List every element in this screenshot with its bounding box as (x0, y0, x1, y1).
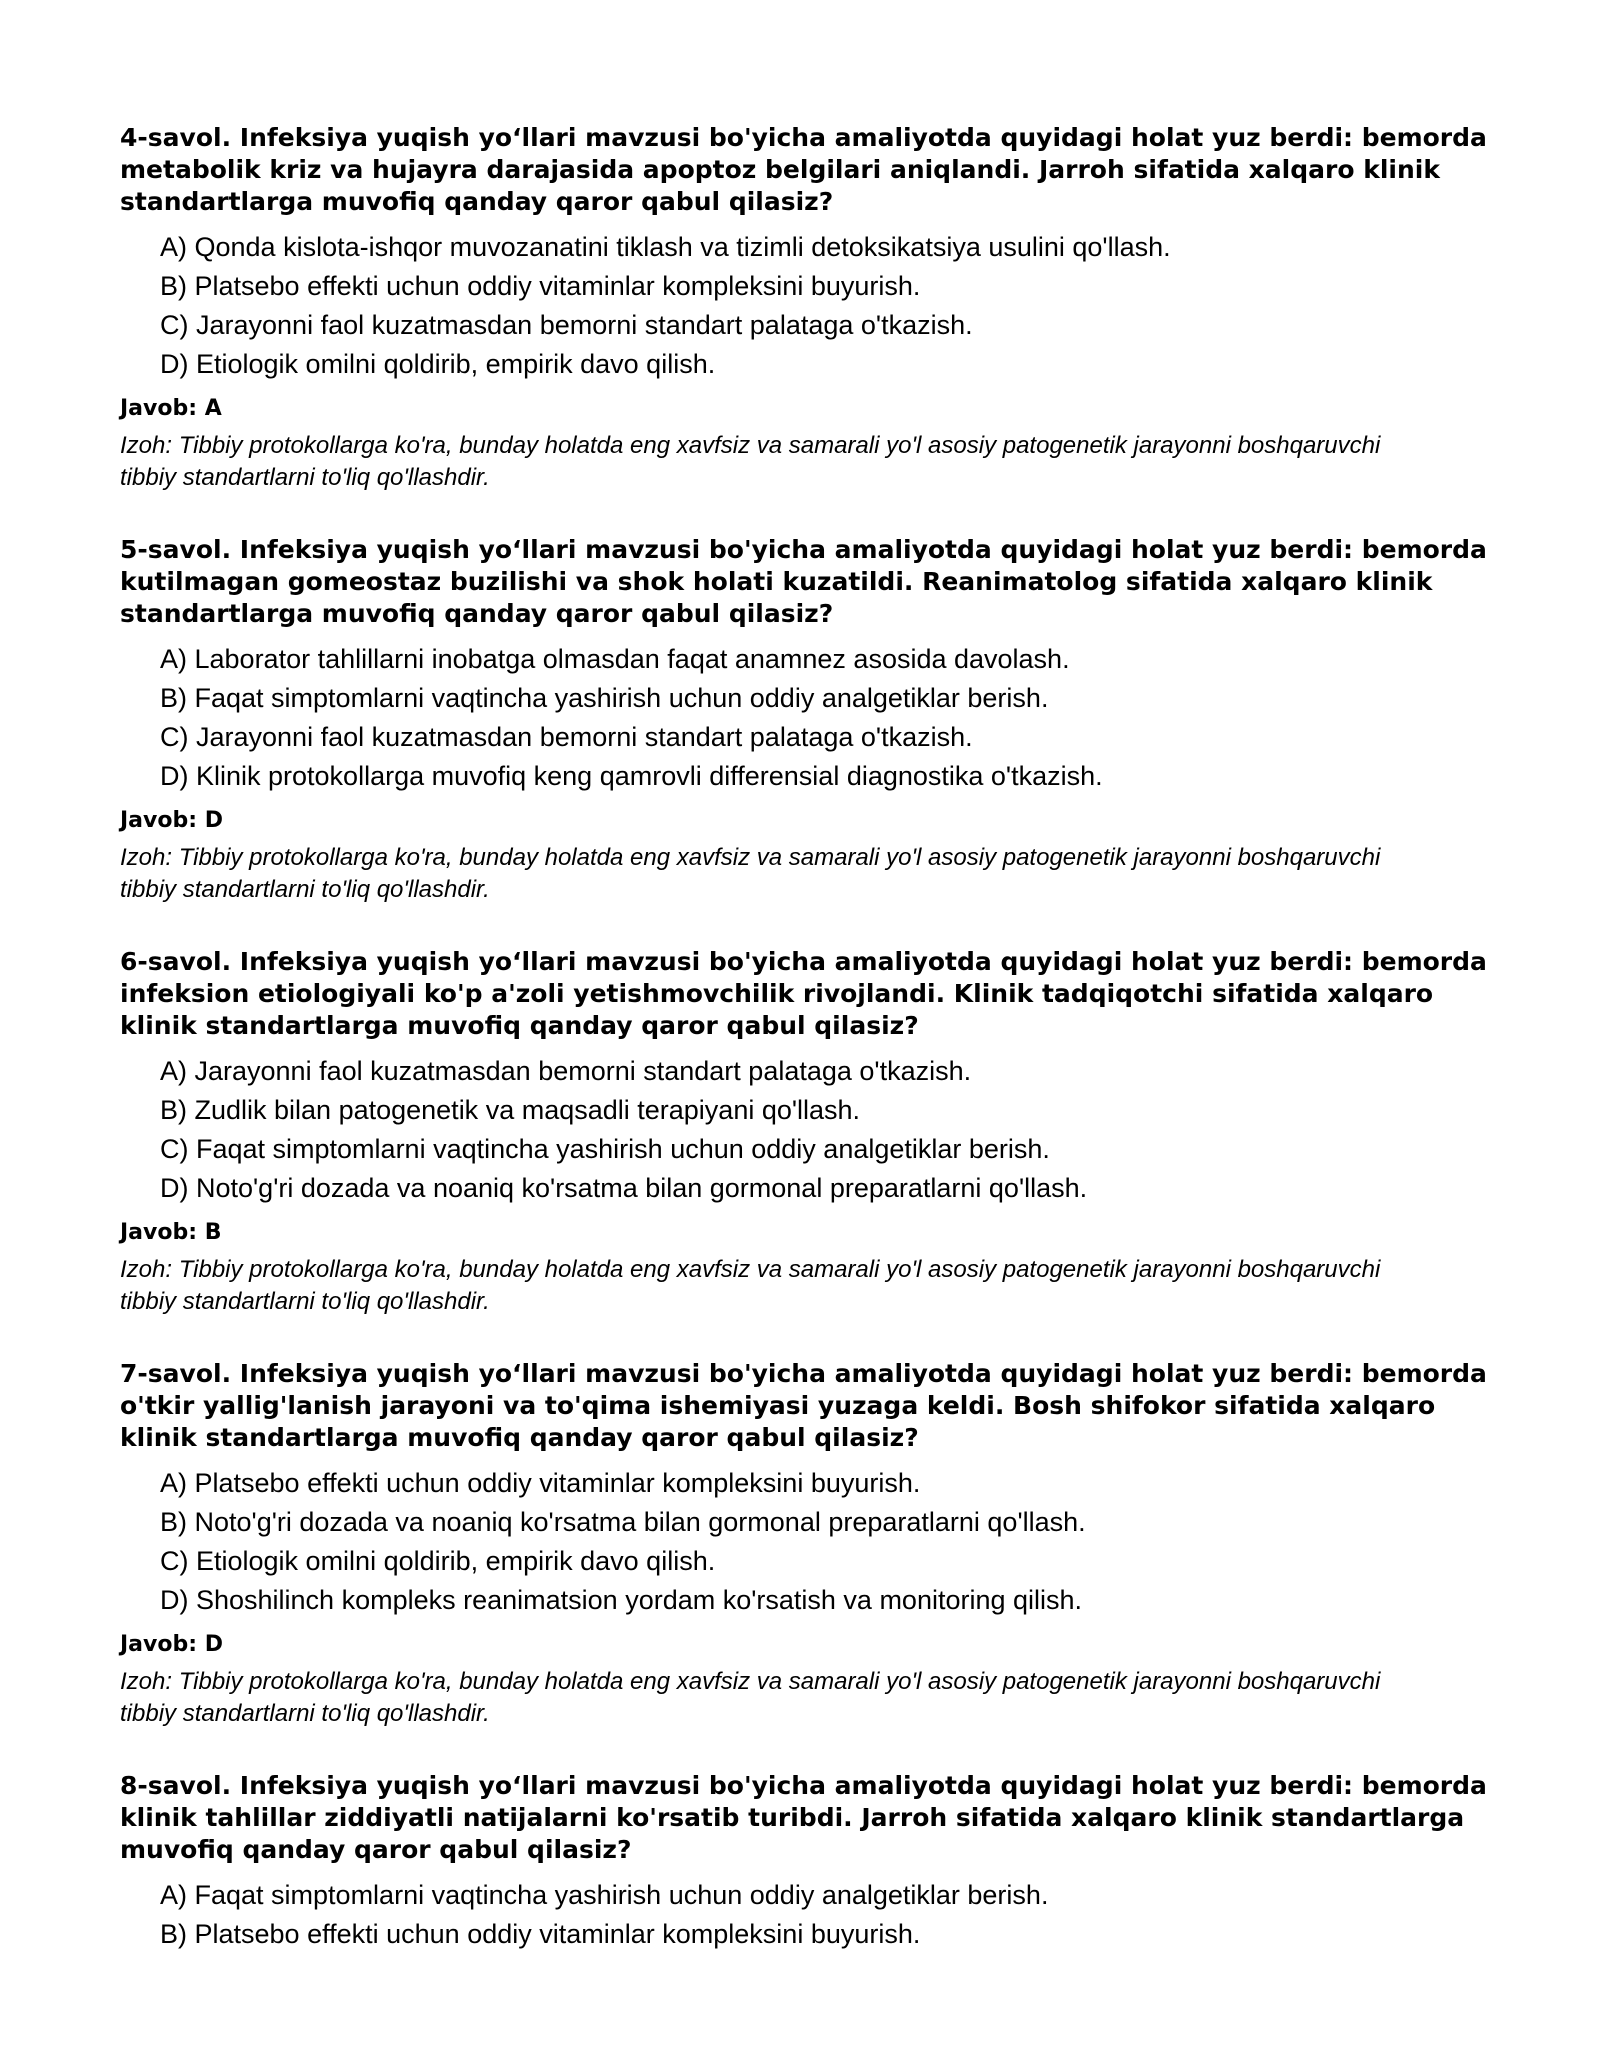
question-title: 4-savol. Infeksiya yuqish yo‘llari mavzusi bo'yicha amaliyotda quyidagi holat yuz berdi: bemorda metabolik kriz va hujayra darajasida apoptoz belgilari aniqlandi. Jarroh sifatida xalqaro klinik standartlarga muvofiq qanday qaror qabul qilasiz? (120, 123, 1487, 216)
answer-line: Javob: D (120, 1632, 223, 1657)
option-item: D) Noto'g'ri dozada va noaniq ko'rsatma bilan gormonal preparatlarni qo'llash. (160, 1173, 1088, 1203)
option-item: A) Qonda kislota-ishqor muvozanatini tiklash va tizimli detoksikatsiya usulini qo'llash. (160, 232, 1171, 262)
option-item: D) Shoshilinch kompleks reanimatsion yordam ko'rsatish va monitoring qilish. (160, 1585, 1083, 1615)
question-block (120, 946, 1490, 1318)
option-list (120, 640, 1490, 796)
option-item: A) Jarayonni faol kuzatmasdan bemorni standart palataga o'tkazish. (160, 1056, 972, 1086)
option-item: A) Laborator tahlillarni inobatga olmasdan faqat anamnez asosida davolash. (160, 644, 1070, 674)
answer-line: Javob: D (120, 808, 223, 833)
option-list (120, 1052, 1490, 1208)
answer-line: Javob: B (120, 1220, 222, 1245)
option-item: B) Faqat simptomlarni vaqtincha yashirish uchun oddiy analgetiklar berish. (160, 683, 1049, 713)
document-page (120, 122, 1490, 1994)
option-item: B) Zudlik bilan patogenetik va maqsadli terapiyani qo'llash. (160, 1095, 861, 1125)
question-title: 5-savol. Infeksiya yuqish yo‘llari mavzusi bo'yicha amaliyotda quyidagi holat yuz berdi: bemorda kutilmagan gomeostaz buzilishi va shok holati kuzatildi. Reanimatolog sifatida xalqaro klinik standartlarga muvofiq qanday qaror qabul qilasiz? (120, 535, 1487, 628)
option-item: B) Platsebo effekti uchun oddiy vitaminlar kompleksini buyurish. (160, 1919, 921, 1949)
option-item: C) Jarayonni faol kuzatmasdan bemorni standart palataga o'tkazish. (160, 310, 973, 340)
option-list (120, 228, 1490, 384)
option-list (120, 1464, 1490, 1620)
question-title: 6-savol. Infeksiya yuqish yo‘llari mavzusi bo'yicha amaliyotda quyidagi holat yuz berdi: bemorda infeksion etiologiyali ko'p a'zoli yetishmovchilik rivojlandi. Klinik tadqiqotchi sifatida xalqaro klinik standartlarga muvofiq qanday qaror qabul qilasiz? (120, 947, 1487, 1040)
option-item: A) Faqat simptomlarni vaqtincha yashirish uchun oddiy analgetiklar berish. (160, 1880, 1049, 1910)
option-list (120, 1876, 1490, 1954)
question-block (120, 534, 1490, 906)
explanation-text: Izoh: Tibbiy protokollarga ko'ra, bunday holatda eng xavfsiz va samarali yo'l asosiy patogenetik jarayonni boshqaruvchi tibbiy standartlarni to'liq qo'llashdir. (120, 432, 1381, 491)
answer-line: Javob: A (120, 396, 222, 421)
explanation-text: Izoh: Tibbiy protokollarga ko'ra, bunday holatda eng xavfsiz va samarali yo'l asosiy patogenetik jarayonni boshqaruvchi tibbiy standartlarni to'liq qo'llashdir. (120, 1256, 1381, 1315)
option-item: C) Etiologik omilni qoldirib, empirik davo qilish. (160, 1546, 716, 1576)
option-item: D) Etiologik omilni qoldirib, empirik davo qilish. (160, 349, 716, 379)
explanation-text: Izoh: Tibbiy protokollarga ko'ra, bunday holatda eng xavfsiz va samarali yo'l asosiy patogenetik jarayonni boshqaruvchi tibbiy standartlarni to'liq qo'llashdir. (120, 844, 1381, 903)
question-block (120, 1770, 1490, 1954)
question-block (120, 122, 1490, 494)
option-item: B) Platsebo effekti uchun oddiy vitaminlar kompleksini buyurish. (160, 271, 921, 301)
option-item: C) Faqat simptomlarni vaqtincha yashirish uchun oddiy analgetiklar berish. (160, 1134, 1050, 1164)
question-title: 8-savol. Infeksiya yuqish yo‘llari mavzusi bo'yicha amaliyotda quyidagi holat yuz berdi: bemorda klinik tahlillar ziddiyatli natijalarni ko'rsatib turibdi. Jarroh sifatida xalqaro klinik standartlarga muvofiq qanday qaror qabul qilasiz? (120, 1771, 1487, 1864)
option-item: B) Noto'g'ri dozada va noaniq ko'rsatma bilan gormonal preparatlarni qo'llash. (160, 1507, 1086, 1537)
option-item: D) Klinik protokollarga muvofiq keng qamrovli differensial diagnostika o'tkazish. (160, 761, 1103, 791)
question-block (120, 1358, 1490, 1730)
explanation-text: Izoh: Tibbiy protokollarga ko'ra, bunday holatda eng xavfsiz va samarali yo'l asosiy patogenetik jarayonni boshqaruvchi tibbiy standartlarni to'liq qo'llashdir. (120, 1668, 1381, 1727)
question-title: 7-savol. Infeksiya yuqish yo‘llari mavzusi bo'yicha amaliyotda quyidagi holat yuz berdi: bemorda o'tkir yallig'lanish jarayoni va to'qima ishemiyasi yuzaga keldi. Bosh shifokor sifatida xalqaro klinik standartlarga muvofiq qanday qaror qabul qilasiz? (120, 1359, 1487, 1452)
option-item: A) Platsebo effekti uchun oddiy vitaminlar kompleksini buyurish. (160, 1468, 921, 1498)
option-item: C) Jarayonni faol kuzatmasdan bemorni standart palataga o'tkazish. (160, 722, 973, 752)
